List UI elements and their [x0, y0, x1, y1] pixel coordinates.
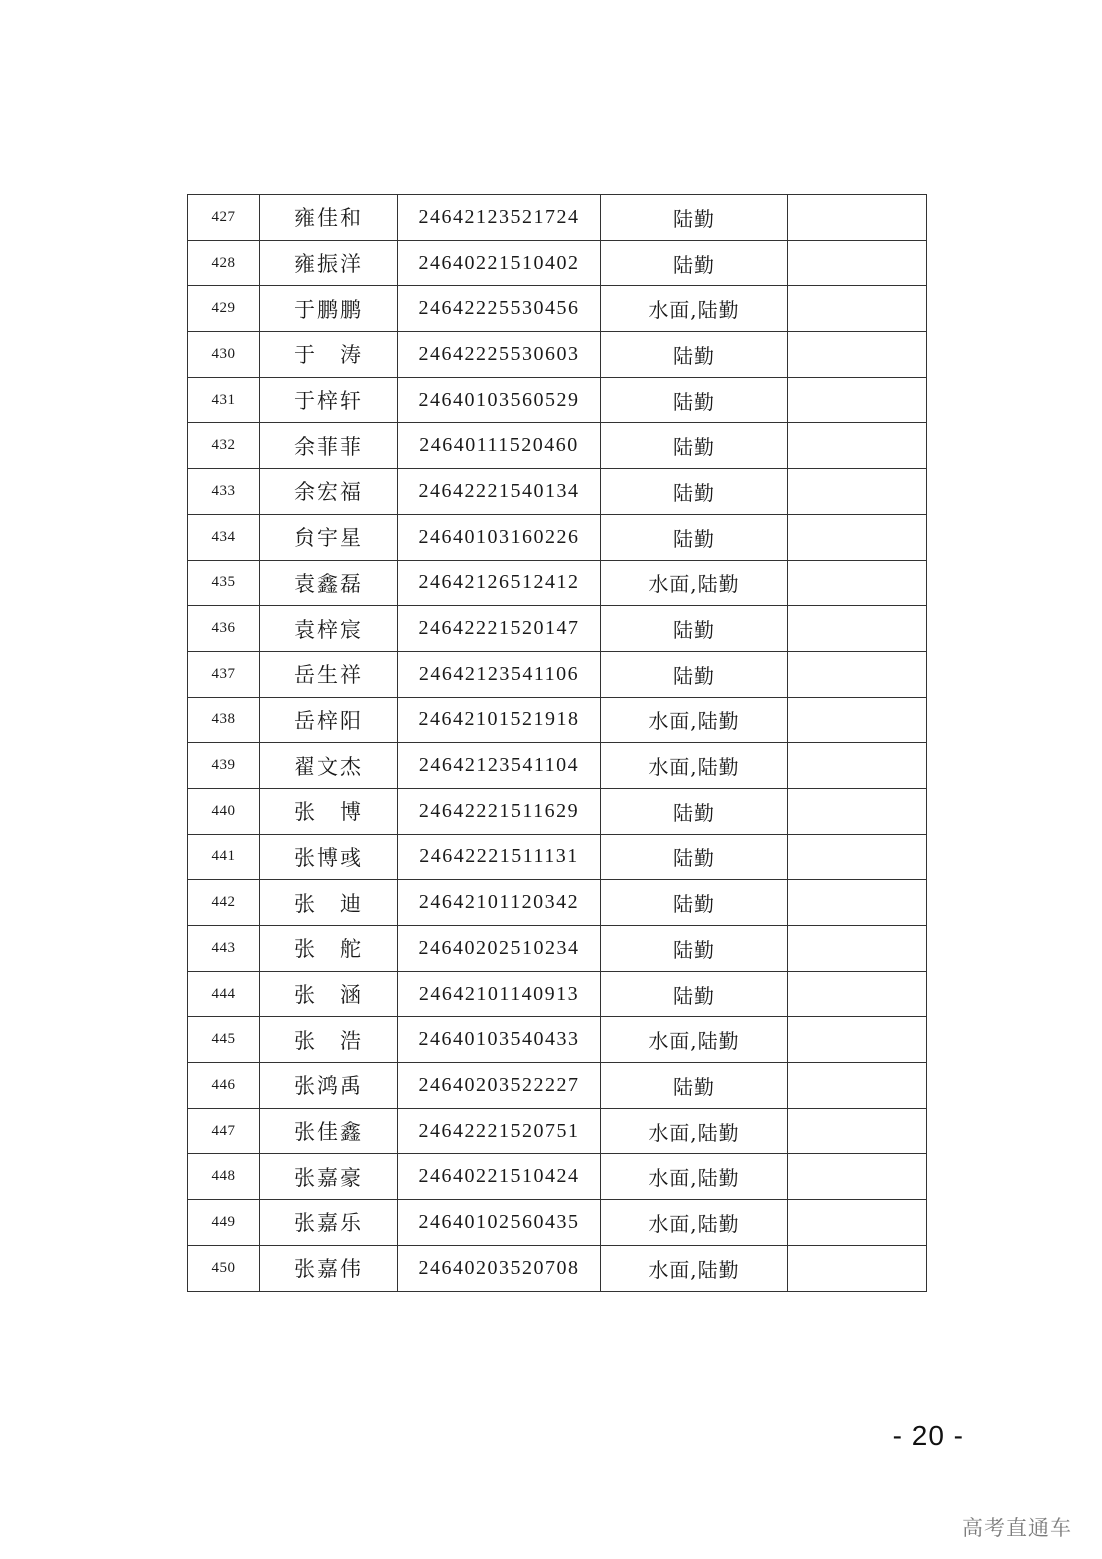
category-cell: 陆勤 [601, 469, 788, 515]
row-number-cell: 427 [188, 195, 260, 241]
exam-id-cell: 24640202510234 [398, 926, 601, 972]
note-cell [788, 1017, 927, 1063]
exam-id-cell: 24642221511131 [398, 834, 601, 880]
table-row [188, 377, 927, 423]
category-cell: 水面,陆勤 [601, 1108, 788, 1154]
exam-id-cell: 24642123521724 [398, 195, 601, 241]
name-cell: 张 涵 [260, 971, 398, 1017]
category-cell: 陆勤 [601, 195, 788, 241]
category-cell: 陆勤 [601, 332, 788, 378]
table-row [188, 240, 927, 286]
table-row [188, 1245, 927, 1291]
exam-id-cell: 24640103160226 [398, 514, 601, 560]
row-number-cell: 448 [188, 1154, 260, 1200]
exam-id-cell: 24642126512412 [398, 560, 601, 606]
category-cell: 陆勤 [601, 880, 788, 926]
table-row [188, 743, 927, 789]
exam-id-cell: 24640203520708 [398, 1245, 601, 1291]
table-row [188, 926, 927, 972]
table-row [188, 697, 927, 743]
category-cell: 陆勤 [601, 651, 788, 697]
name-cell: 张 浩 [260, 1017, 398, 1063]
note-cell [788, 971, 927, 1017]
name-cell: 张佳鑫 [260, 1108, 398, 1154]
category-cell: 水面,陆勤 [601, 1154, 788, 1200]
row-number-cell: 446 [188, 1063, 260, 1109]
exam-id-cell: 24640203522227 [398, 1063, 601, 1109]
note-cell [788, 697, 927, 743]
row-number-cell: 430 [188, 332, 260, 378]
note-cell [788, 743, 927, 789]
table-row [188, 514, 927, 560]
category-cell: 陆勤 [601, 240, 788, 286]
row-number-cell: 428 [188, 240, 260, 286]
exam-id-cell: 24642221511629 [398, 788, 601, 834]
name-cell: 张嘉豪 [260, 1154, 398, 1200]
name-cell: 岳梓阳 [260, 697, 398, 743]
row-number-cell: 435 [188, 560, 260, 606]
table-row [188, 971, 927, 1017]
name-cell: 张 迪 [260, 880, 398, 926]
name-cell: 于鹏鹏 [260, 286, 398, 332]
candidate-table [187, 194, 927, 1292]
row-number-cell: 429 [188, 286, 260, 332]
table-row [188, 1154, 927, 1200]
row-number-cell: 447 [188, 1108, 260, 1154]
note-cell [788, 195, 927, 241]
note-cell [788, 1063, 927, 1109]
name-cell: 雍振洋 [260, 240, 398, 286]
page-number: - 20 - [892, 1420, 964, 1451]
name-cell: 贠宇星 [260, 514, 398, 560]
exam-id-cell: 24642225530603 [398, 332, 601, 378]
exam-id-cell: 24640102560435 [398, 1200, 601, 1246]
table-row [188, 195, 927, 241]
note-cell [788, 651, 927, 697]
table-row [188, 286, 927, 332]
category-cell: 陆勤 [601, 834, 788, 880]
row-number-cell: 443 [188, 926, 260, 972]
row-number-cell: 433 [188, 469, 260, 515]
name-cell: 张鸿禹 [260, 1063, 398, 1109]
note-cell [788, 286, 927, 332]
category-cell: 陆勤 [601, 377, 788, 423]
row-number-cell: 438 [188, 697, 260, 743]
exam-id-cell: 24640103560529 [398, 377, 601, 423]
exam-id-cell: 24640221510424 [398, 1154, 601, 1200]
table-row [188, 1063, 927, 1109]
candidate-table-container [187, 194, 926, 1292]
table-row [188, 423, 927, 469]
name-cell: 于梓轩 [260, 377, 398, 423]
category-cell: 陆勤 [601, 514, 788, 560]
name-cell: 翟文杰 [260, 743, 398, 789]
name-cell: 张嘉伟 [260, 1245, 398, 1291]
name-cell: 岳生祥 [260, 651, 398, 697]
note-cell [788, 240, 927, 286]
note-cell [788, 1245, 927, 1291]
row-number-cell: 437 [188, 651, 260, 697]
note-cell [788, 560, 927, 606]
row-number-cell: 436 [188, 606, 260, 652]
exam-id-cell: 24642221540134 [398, 469, 601, 515]
table-row [188, 332, 927, 378]
exam-id-cell: 24642101140913 [398, 971, 601, 1017]
exam-id-cell: 24640221510402 [398, 240, 601, 286]
row-number-cell: 445 [188, 1017, 260, 1063]
note-cell [788, 423, 927, 469]
name-cell: 张 博 [260, 788, 398, 834]
exam-id-cell: 24640103540433 [398, 1017, 601, 1063]
exam-id-cell: 24642221520147 [398, 606, 601, 652]
name-cell: 张 舵 [260, 926, 398, 972]
category-cell: 水面,陆勤 [601, 1245, 788, 1291]
category-cell: 陆勤 [601, 926, 788, 972]
row-number-cell: 431 [188, 377, 260, 423]
exam-id-cell: 24642221520751 [398, 1108, 601, 1154]
exam-id-cell: 24642101521918 [398, 697, 601, 743]
category-cell: 陆勤 [601, 606, 788, 652]
table-row [188, 469, 927, 515]
category-cell: 陆勤 [601, 423, 788, 469]
category-cell: 水面,陆勤 [601, 1200, 788, 1246]
category-cell: 陆勤 [601, 1063, 788, 1109]
name-cell: 于 涛 [260, 332, 398, 378]
row-number-cell: 442 [188, 880, 260, 926]
candidate-table-body [188, 195, 927, 1292]
table-row [188, 1108, 927, 1154]
name-cell: 张博彧 [260, 834, 398, 880]
row-number-cell: 434 [188, 514, 260, 560]
row-number-cell: 449 [188, 1200, 260, 1246]
name-cell: 张嘉乐 [260, 1200, 398, 1246]
note-cell [788, 834, 927, 880]
exam-id-cell: 24642123541106 [398, 651, 601, 697]
note-cell [788, 1108, 927, 1154]
name-cell: 袁梓宸 [260, 606, 398, 652]
note-cell [788, 926, 927, 972]
exam-id-cell: 24640111520460 [398, 423, 601, 469]
category-cell: 水面,陆勤 [601, 697, 788, 743]
note-cell [788, 606, 927, 652]
row-number-cell: 432 [188, 423, 260, 469]
category-cell: 水面,陆勤 [601, 286, 788, 332]
note-cell [788, 469, 927, 515]
table-row [188, 788, 927, 834]
table-row [188, 651, 927, 697]
category-cell: 水面,陆勤 [601, 1017, 788, 1063]
note-cell [788, 332, 927, 378]
note-cell [788, 1200, 927, 1246]
name-cell: 余菲菲 [260, 423, 398, 469]
table-row [188, 606, 927, 652]
exam-id-cell: 24642225530456 [398, 286, 601, 332]
name-cell: 袁鑫磊 [260, 560, 398, 606]
name-cell: 雍佳和 [260, 195, 398, 241]
row-number-cell: 444 [188, 971, 260, 1017]
table-row [188, 1017, 927, 1063]
table-row [188, 560, 927, 606]
category-cell: 陆勤 [601, 788, 788, 834]
row-number-cell: 440 [188, 788, 260, 834]
row-number-cell: 450 [188, 1245, 260, 1291]
note-cell [788, 514, 927, 560]
category-cell: 水面,陆勤 [601, 743, 788, 789]
table-row [188, 834, 927, 880]
note-cell [788, 1154, 927, 1200]
note-cell [788, 788, 927, 834]
table-row [188, 1200, 927, 1246]
category-cell: 陆勤 [601, 971, 788, 1017]
row-number-cell: 439 [188, 743, 260, 789]
watermark-text: 高考直通车 [962, 1516, 1072, 1540]
name-cell: 余宏福 [260, 469, 398, 515]
row-number-cell: 441 [188, 834, 260, 880]
category-cell: 水面,陆勤 [601, 560, 788, 606]
note-cell [788, 880, 927, 926]
exam-id-cell: 24642123541104 [398, 743, 601, 789]
exam-id-cell: 24642101120342 [398, 880, 601, 926]
note-cell [788, 377, 927, 423]
table-row [188, 880, 927, 926]
